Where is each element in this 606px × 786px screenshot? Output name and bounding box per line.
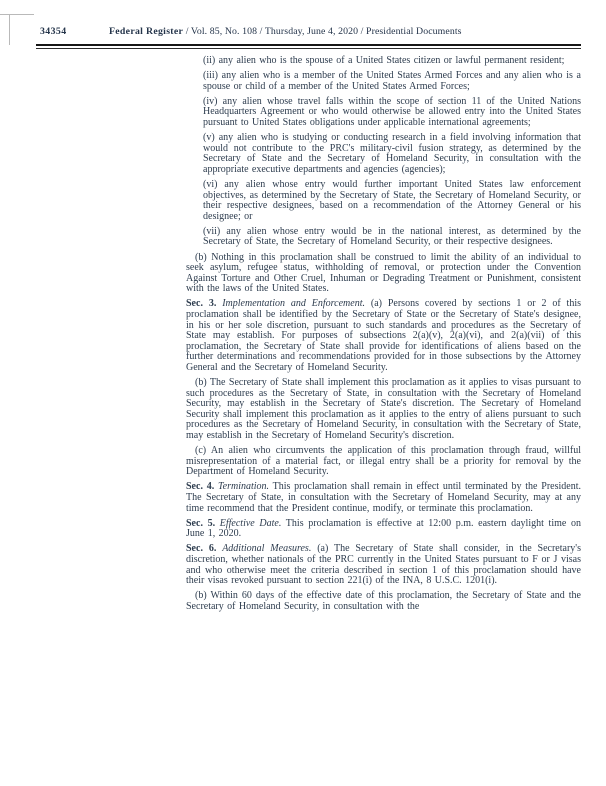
section-title: Additional Measures. [222,543,312,555]
section-number: Sec. 3. [186,298,223,310]
page-number: 34354 [40,26,67,37]
paragraph-text: (b) The Secretary of State shall implement this proclamation as it applies to visas pursuant to such procedures as the Secretary of State, in consultation with the Secretary of Homeland Security, may establish in the Secretary of State's discretion. The Secretary of Homeland Security shall implement this proclamation as it applies to the entry of aliens pursuant to such procedures as the Secretary of Homeland Security, in consultation with the Secretary of State, may establish in the Secretary of Homeland Security's discretion. [186,377,581,441]
section-number: Sec. 4. [186,481,218,493]
paragraph-text: (b) Nothing in this proclamation shall be construed to limit the ability of an individual to seek asylum, refugee status, withholding of removal, or protection under the Convention Against Torture and Other Cruel, Inhuman or Degrading Treatment or Punishment, consistent with the laws of the United States. [186,251,581,295]
scan-corner-mark-vertical [9,14,10,45]
paragraph-text: (vi) any alien whose entry would further important United States law enforcement objectives, as determined by the Secretary of State, the Secretary of Homeland Security, or their respective designees, based on a recommendation of the Attorney General or his designee; or [203,178,581,222]
section-3 [186,299,581,373]
paragraph-text: (iii) any alien who is a member of the United States Armed Forces and any alien who is a spouse or child of a member of the United States Armed Forces; [203,70,581,92]
paragraph-ii [203,56,581,67]
header-double-rule [36,44,581,49]
section-5 [186,519,581,540]
section-number: Sec. 6. [186,543,223,555]
paragraph-text: (b) Within 60 days of the effective date of this proclamation, the Secretary of State and the Secretary of Homeland Security, in consultation with the [186,590,581,612]
paragraph-text: (iv) any alien whose travel falls within the scope of section 11 of the United Nations Headquarters Agreement or who would otherwise be allowed entry into the United States pursuant to United States obligations under applicable international agreements; [203,95,581,128]
paragraph-text: (c) An alien who circumvents the application of this proclamation through fraud, willful misrepresentation of a material fact, or illegal entry shall be a priority for removal by the Department of Homeland Security. [186,445,581,478]
section-4 [186,482,581,514]
section-6 [186,544,581,586]
paragraph-text: (vii) any alien whose entry would be in the national interest, as determined by the Secretary of State, the Secretary of Homeland Security, or their respective designees. [203,225,581,248]
header-issue-info: / Vol. 85, No. 108 / Thursday, June 4, 2020 / Presidential Documents [183,26,462,37]
paragraph-v [203,133,581,175]
paragraph-text: This proclamation shall remain in effect until terminated by the President. The Secretary of State, in consultation with the Secretary of Homeland Security, may at any time recommend that the President continue, modify, or terminate this proclamation. [186,481,581,514]
section-title: Effective Date. [219,517,282,529]
paragraph-text: (v) any alien who is studying or conducting research in a field involving information that would not contribute to the PRC's military-civil fusion strategy, as determined by the Secretary of State and the Secretary of Homeland Security, in consultation with the appropriate executive departments and agencies (agencies); [203,132,581,175]
paragraph-text: (ii) any alien who is the spouse of a United States citizen or lawful permanent resident; [203,55,565,66]
section-title: Termination. [218,481,270,493]
paragraph-iv [203,97,581,129]
paragraph-3c [186,446,581,478]
scan-corner-mark-horizontal [0,14,34,15]
section-title: Implementation and Enforcement. [222,298,365,310]
running-header [109,26,462,37]
paragraph-text: (a) The Secretary of State shall consider, in the Secretary's discretion, whether nationals of the PRC currently in the United States pursuant to F or J visas and who otherwise meet the criteria described in section 1 of this proclamation should have their visas revoked pursuant to section 221(i) of the INA, 8 U.S.C. 1201(i). [186,543,581,587]
paragraph-6b [186,591,581,612]
paragraph-vi [203,180,581,222]
paragraph-3b [186,378,581,442]
header-journal-name: Federal Register [109,26,184,37]
section-number: Sec. 5. [186,517,220,529]
paragraph-text: This proclamation is effective at 12:00 p.m. eastern daylight time on June 1, 2020. [186,517,581,540]
paragraph-iii [203,71,581,92]
paragraph-text: (a) Persons covered by sections 1 or 2 of this proclamation shall be identified by the Secretary of State or the Secretary of State's designee, in his or her sole discretion, pursuant to such standards and procedures as the Secretary of State may establish. For purposes of subsections 2(a)(v), 2(a)(vi), and 2(a)(vii) of this proclamation, the Secretary of State shall provide for identifications of aliens based on the further determinations and recommendations provided for in those subsections by the Attorney General and the Secretary of Homeland Security. [186,298,581,373]
paragraph-2b [186,253,581,295]
paragraph-vii [203,227,581,248]
document-body [186,56,581,617]
